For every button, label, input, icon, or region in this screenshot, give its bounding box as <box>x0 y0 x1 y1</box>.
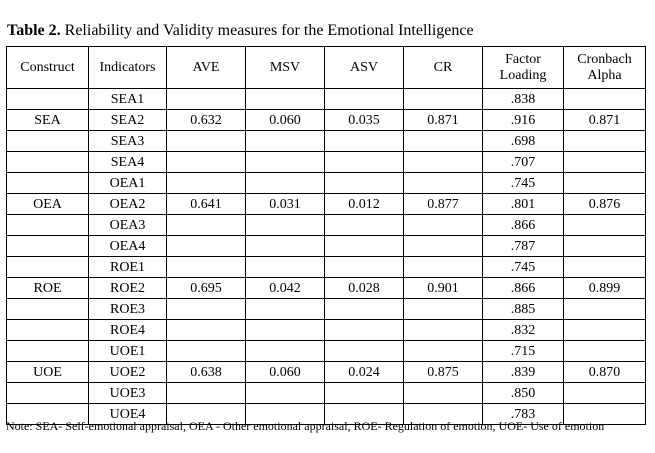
cr-cell <box>404 152 483 173</box>
msv-cell <box>246 341 325 362</box>
table-row <box>7 215 646 236</box>
cr-cell <box>404 236 483 257</box>
alpha-cell <box>564 173 646 194</box>
table-row <box>7 299 646 320</box>
header-msv: MSV <box>246 47 325 89</box>
ave-cell <box>167 173 246 194</box>
factor-loading-cell: .838 <box>483 89 564 110</box>
ave-cell <box>167 152 246 173</box>
construct-cell: ROE <box>7 278 89 299</box>
factor-loading-cell: .787 <box>483 236 564 257</box>
cr-cell <box>404 215 483 236</box>
cr-cell <box>404 131 483 152</box>
factor-loading-cell: .745 <box>483 173 564 194</box>
alpha-cell <box>564 236 646 257</box>
cr-cell <box>404 257 483 278</box>
indicator-cell: SEA1 <box>89 89 167 110</box>
table-caption-label: Table 2. <box>7 22 61 39</box>
table-row <box>7 152 646 173</box>
asv-cell: 0.012 <box>325 194 404 215</box>
alpha-cell: 0.871 <box>564 110 646 131</box>
table-row <box>7 236 646 257</box>
cr-cell: 0.875 <box>404 362 483 383</box>
ave-cell <box>167 215 246 236</box>
header-cronbach-line1: Cronbach <box>577 51 632 67</box>
msv-cell <box>246 131 325 152</box>
msv-cell <box>246 89 325 110</box>
table-row <box>7 383 646 404</box>
construct-cell: SEA <box>7 110 89 131</box>
factor-loading-cell: .715 <box>483 341 564 362</box>
asv-cell <box>325 152 404 173</box>
indicator-cell: UOE4 <box>89 404 167 425</box>
reliability-validity-table <box>6 46 646 425</box>
msv-cell: 0.060 <box>246 110 325 131</box>
asv-cell: 0.024 <box>325 362 404 383</box>
msv-cell: 0.060 <box>246 362 325 383</box>
construct-cell <box>7 341 89 362</box>
ave-cell: 0.638 <box>167 362 246 383</box>
ave-cell <box>167 89 246 110</box>
alpha-cell: 0.876 <box>564 194 646 215</box>
indicator-cell: ROE3 <box>89 299 167 320</box>
ave-cell: 0.632 <box>167 110 246 131</box>
asv-cell <box>325 131 404 152</box>
alpha-cell: 0.870 <box>564 362 646 383</box>
header-row <box>7 47 646 89</box>
header-factor-loading <box>483 47 564 89</box>
table-row <box>7 278 646 299</box>
indicator-cell: ROE1 <box>89 257 167 278</box>
cr-cell <box>404 89 483 110</box>
asv-cell <box>325 320 404 341</box>
construct-cell: UOE <box>7 362 89 383</box>
header-factor-loading-line2: Loading <box>499 67 547 83</box>
indicator-cell: OEA2 <box>89 194 167 215</box>
ave-cell: 0.641 <box>167 194 246 215</box>
msv-cell <box>246 173 325 194</box>
table-row <box>7 341 646 362</box>
msv-cell: 0.042 <box>246 278 325 299</box>
alpha-cell <box>564 215 646 236</box>
factor-loading-cell: .801 <box>483 194 564 215</box>
factor-loading-cell: .866 <box>483 278 564 299</box>
asv-cell <box>325 173 404 194</box>
table-row <box>7 131 646 152</box>
header-construct: Construct <box>7 47 89 89</box>
factor-loading-cell: .783 <box>483 404 564 425</box>
msv-cell <box>246 299 325 320</box>
table-caption <box>7 22 474 40</box>
indicator-cell: UOE1 <box>89 341 167 362</box>
table-row <box>7 194 646 215</box>
header-factor-loading-line1: Factor <box>505 51 541 67</box>
alpha-cell <box>564 257 646 278</box>
indicator-cell: SEA4 <box>89 152 167 173</box>
header-indicators: Indicators <box>89 47 167 89</box>
construct-cell <box>7 131 89 152</box>
table-row <box>7 110 646 131</box>
asv-cell <box>325 215 404 236</box>
asv-cell: 0.028 <box>325 278 404 299</box>
alpha-cell <box>564 131 646 152</box>
alpha-cell: 0.899 <box>564 278 646 299</box>
alpha-cell <box>564 89 646 110</box>
asv-cell <box>325 89 404 110</box>
indicator-cell: SEA2 <box>89 110 167 131</box>
ave-cell <box>167 131 246 152</box>
header-cr: CR <box>404 47 483 89</box>
header-cronbach-line2: Alpha <box>587 67 622 83</box>
indicator-cell: SEA3 <box>89 131 167 152</box>
indicator-cell: UOE2 <box>89 362 167 383</box>
construct-cell <box>7 152 89 173</box>
factor-loading-cell: .885 <box>483 299 564 320</box>
msv-cell <box>246 152 325 173</box>
cr-cell: 0.871 <box>404 110 483 131</box>
construct-cell <box>7 257 89 278</box>
asv-cell <box>325 341 404 362</box>
table-note: Note: SEA- Self-emotional appraisal, OEA - Other emotional appraisal, ROE- Regulation of emotion, UOE- Use of emotion <box>6 419 605 433</box>
indicator-cell: ROE2 <box>89 278 167 299</box>
cr-cell: 0.877 <box>404 194 483 215</box>
cr-cell <box>404 320 483 341</box>
msv-cell: 0.031 <box>246 194 325 215</box>
construct-cell <box>7 383 89 404</box>
indicator-cell: OEA4 <box>89 236 167 257</box>
ave-cell <box>167 341 246 362</box>
cr-cell <box>404 341 483 362</box>
header-asv: ASV <box>325 47 404 89</box>
ave-cell: 0.695 <box>167 278 246 299</box>
ave-cell <box>167 383 246 404</box>
cr-cell <box>404 173 483 194</box>
factor-loading-cell: .707 <box>483 152 564 173</box>
asv-cell: 0.035 <box>325 110 404 131</box>
factor-loading-cell: .850 <box>483 383 564 404</box>
cr-cell <box>404 383 483 404</box>
table-caption-text: Reliability and Validity measures for the Emotional Intelligence <box>60 22 474 39</box>
construct-cell <box>7 236 89 257</box>
msv-cell <box>246 383 325 404</box>
alpha-cell <box>564 299 646 320</box>
factor-loading-cell: .839 <box>483 362 564 383</box>
construct-cell: OEA <box>7 194 89 215</box>
table-row <box>7 320 646 341</box>
table-row <box>7 89 646 110</box>
table-row <box>7 257 646 278</box>
construct-cell <box>7 173 89 194</box>
alpha-cell <box>564 383 646 404</box>
indicator-cell: ROE4 <box>89 320 167 341</box>
header-cronbach-alpha <box>564 47 646 89</box>
table-body <box>7 89 646 425</box>
asv-cell <box>325 236 404 257</box>
asv-cell <box>325 383 404 404</box>
header-ave: AVE <box>167 47 246 89</box>
indicator-cell: UOE3 <box>89 383 167 404</box>
alpha-cell <box>564 320 646 341</box>
construct-cell <box>7 215 89 236</box>
indicator-cell: OEA1 <box>89 173 167 194</box>
table-row <box>7 362 646 383</box>
construct-cell <box>7 320 89 341</box>
ave-cell <box>167 257 246 278</box>
msv-cell <box>246 236 325 257</box>
ave-cell <box>167 236 246 257</box>
msv-cell <box>246 320 325 341</box>
construct-cell <box>7 299 89 320</box>
factor-loading-cell: .698 <box>483 131 564 152</box>
factor-loading-cell: .745 <box>483 257 564 278</box>
cr-cell: 0.901 <box>404 278 483 299</box>
factor-loading-cell: .832 <box>483 320 564 341</box>
msv-cell <box>246 215 325 236</box>
ave-cell <box>167 320 246 341</box>
asv-cell <box>325 299 404 320</box>
msv-cell <box>246 257 325 278</box>
alpha-cell <box>564 152 646 173</box>
ave-cell <box>167 299 246 320</box>
cr-cell <box>404 299 483 320</box>
factor-loading-cell: .916 <box>483 110 564 131</box>
alpha-cell <box>564 341 646 362</box>
indicator-cell: OEA3 <box>89 215 167 236</box>
table-row <box>7 173 646 194</box>
asv-cell <box>325 257 404 278</box>
construct-cell <box>7 89 89 110</box>
factor-loading-cell: .866 <box>483 215 564 236</box>
